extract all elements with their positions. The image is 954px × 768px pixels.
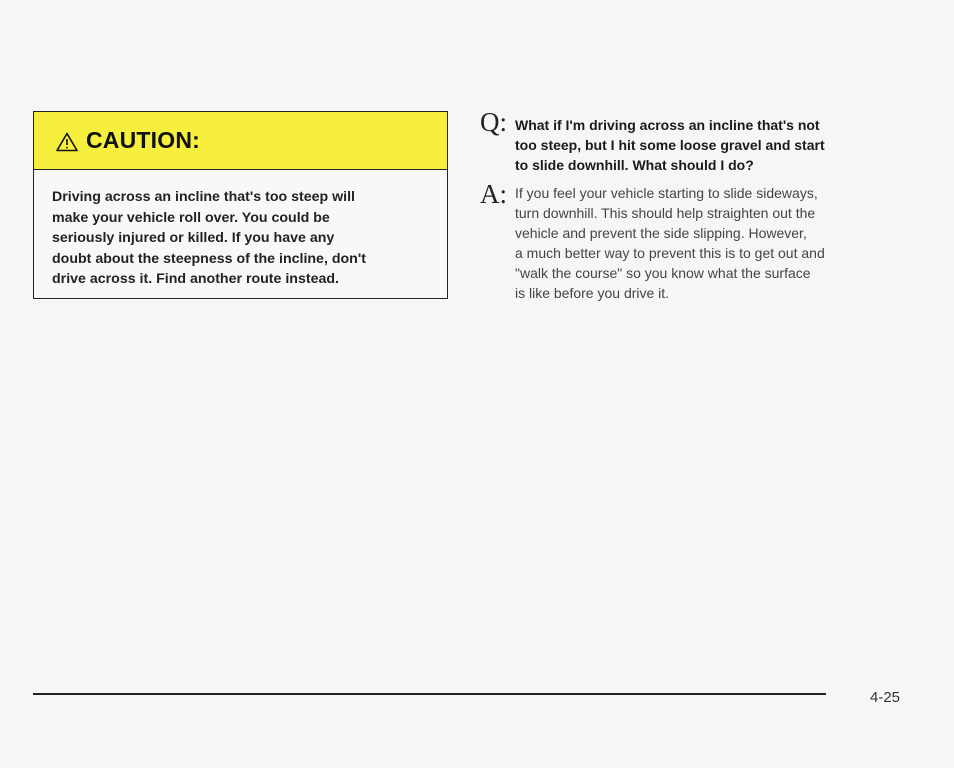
question-line: to slide downhill. What should I do?	[515, 157, 754, 173]
answer-line: vehicle and prevent the side slipping. However,	[515, 225, 807, 241]
caution-line: make your vehicle roll over. You could be	[52, 209, 330, 226]
caution-body	[34, 170, 447, 290]
caution-line: Driving across an incline that's too steep will	[52, 189, 355, 205]
caution-box	[33, 111, 448, 299]
answer-line: If you feel your vehicle starting to slide sideways,	[515, 185, 818, 201]
answer-block	[480, 181, 910, 303]
warning-triangle-icon	[56, 132, 78, 152]
question-line: too steep, but I hit some loose gravel and start	[515, 137, 825, 153]
question-marker: Q:	[480, 107, 507, 137]
question-text	[515, 109, 910, 175]
answer-line: turn downhill. This should help straighten out the	[515, 205, 816, 221]
answer-text	[515, 181, 910, 303]
answer-line: is like before you drive it.	[515, 285, 670, 301]
question-line: What if I'm driving across an incline that's not	[515, 117, 820, 133]
page-number: 4-25	[870, 689, 901, 706]
answer-marker: A:	[480, 179, 507, 209]
caution-title: CAUTION:	[86, 127, 201, 153]
footer-rule	[33, 693, 826, 695]
answer-line: "walk the course" so you know what the surface	[515, 265, 811, 281]
caution-header	[34, 112, 447, 170]
caution-line: doubt about the steepness of the incline, don't	[52, 250, 366, 267]
caution-line: drive across it. Find another route instead.	[52, 271, 339, 287]
caution-line: seriously injured or killed. If you have any	[52, 230, 335, 246]
answer-line: a much better way to prevent this is to get out and	[515, 245, 825, 261]
question-block	[480, 109, 910, 175]
